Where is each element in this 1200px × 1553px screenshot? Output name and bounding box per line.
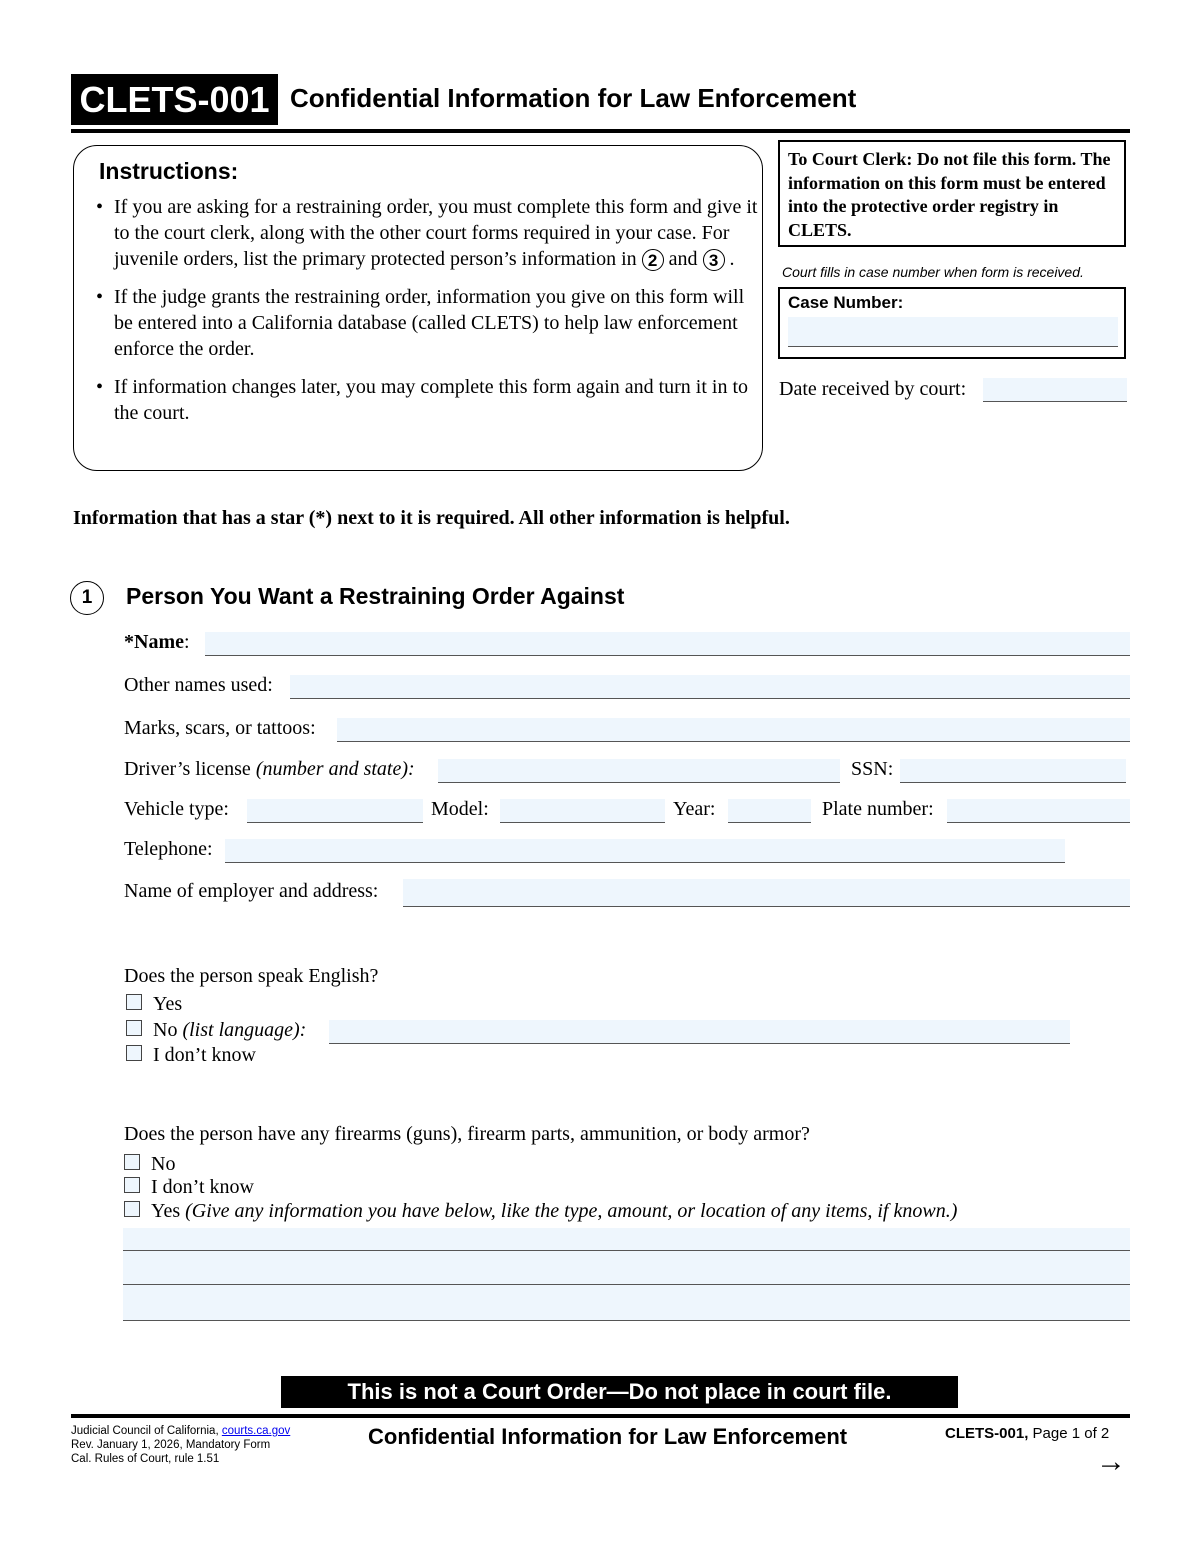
courts-link[interactable]: courts.ca.gov xyxy=(221,1425,291,1437)
telephone-label: Telephone: xyxy=(124,838,213,860)
required-note: Information that has a star (*) next to it is required. All other information is helpful. xyxy=(73,507,790,529)
next-page-arrow-icon[interactable]: → xyxy=(1096,1445,1126,1478)
other-names-input[interactable] xyxy=(290,675,1130,699)
firearms-yes-label: Yes (Give any information you have below, like the type, amount, or location of any items, if known.) xyxy=(151,1200,958,1222)
date-received-input[interactable] xyxy=(983,378,1127,402)
plate-number-input[interactable] xyxy=(947,799,1130,823)
section-ref-2: 2 xyxy=(642,249,664,271)
employer-input[interactable] xyxy=(403,879,1130,907)
firearms-no-label: No xyxy=(151,1153,176,1175)
footer-rule xyxy=(71,1414,1130,1418)
license-input[interactable] xyxy=(438,759,840,783)
english-question: Does the person speak English? xyxy=(124,965,379,987)
page-indicator: CLETS-001, Page 1 of 2 xyxy=(945,1425,1110,1442)
english-yes-label: Yes xyxy=(153,993,183,1015)
year-input[interactable] xyxy=(728,799,811,823)
instructions-heading: Instructions: xyxy=(99,158,239,184)
date-received-label: Date received by court: xyxy=(779,378,967,400)
english-no-label: No (list language): xyxy=(153,1019,307,1041)
page-title: Confidential Information for Law Enforcement xyxy=(290,83,857,113)
english-yes-checkbox[interactable] xyxy=(126,994,142,1010)
language-input[interactable] xyxy=(329,1020,1070,1044)
model-label: Model: xyxy=(431,798,489,820)
case-number-label: Case Number: xyxy=(788,293,904,312)
case-number-input[interactable] xyxy=(788,317,1118,347)
license-label: Driver’s license (number and state): xyxy=(124,758,415,780)
instruction-item: • If information changes later, you may complete this form again and turn it in to the court. xyxy=(74,374,759,426)
marks-label: Marks, scars, or tattoos: xyxy=(124,717,316,739)
english-dont-know-label: I don’t know xyxy=(153,1044,256,1066)
section-number-1: 1 xyxy=(70,581,104,615)
vehicle-type-label: Vehicle type: xyxy=(124,798,229,820)
english-no-checkbox[interactable] xyxy=(126,1020,142,1036)
header-rule xyxy=(71,129,1130,133)
form-code-badge: CLETS-001 xyxy=(71,74,278,125)
not-court-order-banner: This is not a Court Order—Do not place in court file. xyxy=(281,1376,958,1408)
firearms-question: Does the person have any firearms (guns), firearm parts, ammunition, or body armor? xyxy=(124,1123,810,1145)
ssn-label: SSN: xyxy=(851,758,894,780)
firearms-details-line-1[interactable] xyxy=(123,1228,1130,1251)
vehicle-type-input[interactable] xyxy=(247,799,423,823)
footer-meta: Judicial Council of California, courts.ca.gov Rev. January 1, 2026, Mandatory Form Cal. Rules of Court, rule 1.51 xyxy=(71,1425,291,1465)
telephone-input[interactable] xyxy=(225,839,1065,863)
instruction-item: • If you are asking for a restraining order, you must complete this form and give it to the court clerk, along with the other court forms required in your case. For juvenile orders, list the primary protected person’s information in 2 and 3 . xyxy=(74,194,759,272)
firearms-dont-know-label: I don’t know xyxy=(151,1176,254,1198)
section-ref-3: 3 xyxy=(703,249,725,271)
plate-number-label: Plate number: xyxy=(822,798,934,820)
other-names-label: Other names used: xyxy=(124,674,273,696)
instructions-list xyxy=(74,194,759,438)
firearms-yes-checkbox[interactable] xyxy=(124,1201,140,1217)
model-input[interactable] xyxy=(500,799,665,823)
english-dont-know-checkbox[interactable] xyxy=(126,1045,142,1061)
case-number-note: Court fills in case number when form is received. xyxy=(782,264,1084,280)
employer-label: Name of employer and address: xyxy=(124,880,379,902)
instruction-item: • If the judge grants the restraining order, information you give on this form will be entered into a California database (called CLETS) to help law enforcement enforce the order. xyxy=(74,284,759,362)
marks-input[interactable] xyxy=(337,718,1130,742)
firearms-no-checkbox[interactable] xyxy=(124,1154,140,1170)
firearms-details-line-3[interactable] xyxy=(123,1285,1130,1321)
name-label: *Name: xyxy=(124,631,190,653)
instructions-box xyxy=(73,145,763,471)
name-input[interactable] xyxy=(205,632,1130,656)
clerk-notice-box: To Court Clerk: Do not file this form. The information on this form must be entered into the protective order registry in CLETS. xyxy=(778,140,1126,247)
section-title: Person You Want a Restraining Order Against xyxy=(126,583,625,609)
ssn-input[interactable] xyxy=(900,759,1126,783)
footer-title: Confidential Information for Law Enforcement xyxy=(368,1424,848,1449)
year-label: Year: xyxy=(673,798,716,820)
firearms-details-line-2[interactable] xyxy=(123,1251,1130,1285)
case-number-box xyxy=(778,287,1126,359)
firearms-dont-know-checkbox[interactable] xyxy=(124,1177,140,1193)
